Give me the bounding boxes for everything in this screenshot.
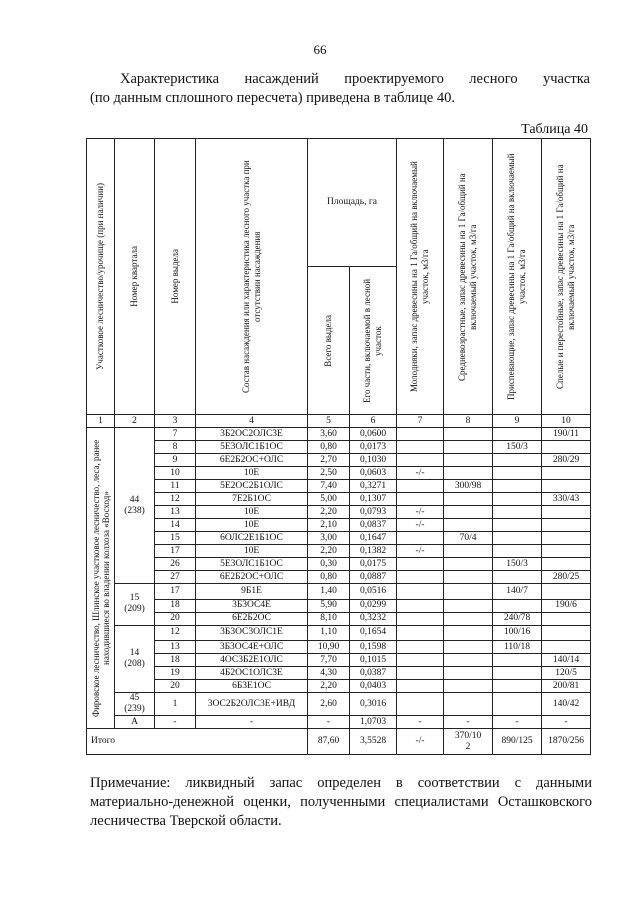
included-area-cell: 0,1647 <box>350 532 397 545</box>
mature-cell <box>542 467 591 480</box>
mature-cell <box>542 480 591 493</box>
total-row <box>87 729 591 755</box>
middle-age-cell: - <box>444 716 493 729</box>
plot-number-cell: 15 <box>155 532 196 545</box>
maturing-cell: 110/18 <box>493 641 542 654</box>
young-stock-cell: -/- <box>397 519 444 532</box>
page-number: 66 <box>313 42 327 57</box>
included-area-cell: 0,1307 <box>350 493 397 506</box>
plot-number-cell: 20 <box>155 680 196 693</box>
quarter-cell: 45 (239) <box>115 693 155 716</box>
middle-age-cell <box>444 625 493 641</box>
middle-age-cell <box>444 667 493 680</box>
header-col6: Его части, включаемой в лесной участок <box>350 267 397 415</box>
table-row <box>87 532 591 545</box>
column-number-cell: 7 <box>397 415 444 428</box>
total-area-cell: 1,10 <box>308 625 350 641</box>
composition-cell: 3Б3ОС4Е+ОЛС <box>196 641 308 654</box>
total-area-cell: 2,10 <box>308 519 350 532</box>
middle-age-cell <box>444 654 493 667</box>
table-row <box>87 454 591 467</box>
included-area-cell: 0,3271 <box>350 480 397 493</box>
mature-sum: 1870/256 <box>542 729 591 755</box>
total-label-cell: Итого <box>87 729 308 755</box>
total-area-cell: 2,20 <box>308 545 350 558</box>
intro-line-1 <box>90 70 590 89</box>
middle-age-cell <box>444 612 493 625</box>
maturing-cell: - <box>493 716 542 729</box>
total-area-cell: 3,00 <box>308 532 350 545</box>
included-area-cell: 0,0175 <box>350 558 397 571</box>
young-stock-cell <box>397 454 444 467</box>
composition-cell: 5Е2ОС2Б1ОЛС <box>196 480 308 493</box>
maturing-cell <box>493 680 542 693</box>
table-row <box>87 441 591 454</box>
composition-cell: 3ОС2Б2ОЛС3Е+ИВД <box>196 693 308 716</box>
table-row <box>87 571 591 584</box>
table-caption: Таблица 40 <box>521 122 588 137</box>
column-number-cell: 5 <box>308 415 350 428</box>
column-number-cell: 1 <box>87 415 115 428</box>
plot-number-cell: 12 <box>155 493 196 506</box>
mature-cell <box>542 441 591 454</box>
table-row <box>87 545 591 558</box>
mature-cell: 140/42 <box>542 693 591 716</box>
table-row <box>87 480 591 493</box>
composition-cell: 10Е <box>196 506 308 519</box>
intro-word: Характеристика <box>120 71 220 87</box>
column-number-cell: 4 <box>196 415 308 428</box>
included-area-cell: 0,0403 <box>350 680 397 693</box>
table-row <box>87 716 591 729</box>
plot-number-cell: 13 <box>155 506 196 519</box>
middle-age-cell <box>444 545 493 558</box>
young-stock-cell: -/- <box>397 467 444 480</box>
header-col1: Участковое лесничество/урочище (при наличии) <box>87 139 115 415</box>
mature-cell: 120/5 <box>542 667 591 680</box>
mature-cell: 280/25 <box>542 571 591 584</box>
header-area: Площадь, га <box>308 139 397 267</box>
header-col10: Спелые и перестойные, запас древесины на 1 Га/общий на включаемый участок, м3/га <box>542 139 591 415</box>
plot-number-cell: - <box>155 716 196 729</box>
table-row <box>87 428 591 441</box>
maturing-cell: 150/3 <box>493 558 542 571</box>
young-stock-cell: - <box>397 716 444 729</box>
plot-number-cell: 17 <box>155 584 196 600</box>
composition-cell: 3Б3ОС3ОЛС1Е <box>196 625 308 641</box>
maturing-cell <box>493 480 542 493</box>
intro-line-2: (по данным сплошного пересчета) приведена в таблице 40. <box>90 90 455 106</box>
plantation-table <box>86 138 591 755</box>
total-area-cell: 2,50 <box>308 467 350 480</box>
maturing-cell <box>493 532 542 545</box>
table-row <box>87 625 591 641</box>
total-area-cell: 0,80 <box>308 571 350 584</box>
middle-age-cell <box>444 493 493 506</box>
middle-age-cell <box>444 599 493 612</box>
young-stock-cell <box>397 532 444 545</box>
total-area-cell: - <box>308 716 350 729</box>
young-stock-cell <box>397 571 444 584</box>
maturing-cell: 150/3 <box>493 441 542 454</box>
middle-age-cell <box>444 428 493 441</box>
intro-word: проектируемого <box>344 71 444 87</box>
maturing-cell: 240/78 <box>493 612 542 625</box>
total-area-cell: 2,70 <box>308 454 350 467</box>
maturing-cell <box>493 493 542 506</box>
middle-age-cell <box>444 571 493 584</box>
middle-age-cell <box>444 584 493 600</box>
maturing-cell: 100/16 <box>493 625 542 641</box>
column-number-cell: 10 <box>542 415 591 428</box>
young-stock-cell <box>397 667 444 680</box>
composition-cell: 3Б3ОС4Е <box>196 599 308 612</box>
header-col8: Средневозрастные, запас древесины на 1 Га/общий на включаемый участок, м3/га <box>444 139 493 415</box>
composition-cell: 5Е3ОЛС1Б1ОС <box>196 558 308 571</box>
table-row <box>87 667 591 680</box>
composition-cell: 4ОС3Б2Е1ОЛС <box>196 654 308 667</box>
included-area-cell: 0,3016 <box>350 693 397 716</box>
middle-age-cell <box>444 441 493 454</box>
mature-cell <box>542 584 591 600</box>
header-col3: Номер выдела <box>155 139 196 415</box>
total-area-cell: 7,70 <box>308 654 350 667</box>
plot-number-cell: 13 <box>155 641 196 654</box>
column-number-cell: 6 <box>350 415 397 428</box>
table-row <box>87 506 591 519</box>
mature-cell <box>542 625 591 641</box>
column-number-cell: 3 <box>155 415 196 428</box>
included-area-cell: 0,1598 <box>350 641 397 654</box>
mature-cell <box>542 519 591 532</box>
maturing-cell <box>493 654 542 667</box>
plot-number-cell: 11 <box>155 480 196 493</box>
young-stock-cell <box>397 693 444 716</box>
included-area-sum: 3,5528 <box>350 729 397 755</box>
maturing-cell <box>493 667 542 680</box>
header-col4: Состав насаждения или характеристика лесного участка при отсутствии насаждения <box>196 139 308 415</box>
mature-cell: 330/43 <box>542 493 591 506</box>
plot-number-cell: 27 <box>155 571 196 584</box>
total-area-cell: 3,60 <box>308 428 350 441</box>
table-row <box>87 599 591 612</box>
young-stock-cell <box>397 428 444 441</box>
composition-cell: 4Б2ОС1ОЛС3Е <box>196 667 308 680</box>
plot-number-cell: 20 <box>155 612 196 625</box>
plot-number-cell: 18 <box>155 654 196 667</box>
young-stock-cell <box>397 625 444 641</box>
middle-age-cell <box>444 467 493 480</box>
total-area-sum: 87,60 <box>308 729 350 755</box>
included-area-cell: 0,0173 <box>350 441 397 454</box>
included-area-cell: 0,0299 <box>350 599 397 612</box>
column-number-cell: 9 <box>493 415 542 428</box>
maturing-cell <box>493 428 542 441</box>
composition-cell: 5Е3ОЛС1Б1ОС <box>196 441 308 454</box>
maturing-cell <box>493 467 542 480</box>
forestry-label: Фировское лесничество, Шлинское участковое лесничество, леса, ранее находившиеся во владении колхоза «Восход» <box>90 439 111 717</box>
table-row <box>87 467 591 480</box>
table-row <box>87 558 591 571</box>
young-stock-cell <box>397 480 444 493</box>
mature-cell: 140/14 <box>542 654 591 667</box>
composition-cell: 10Е <box>196 545 308 558</box>
total-area-cell: 10,90 <box>308 641 350 654</box>
young-stock-cell <box>397 612 444 625</box>
young-stock-cell <box>397 558 444 571</box>
column-numbers-row <box>87 415 591 428</box>
maturing-cell <box>493 454 542 467</box>
table-row <box>87 612 591 625</box>
plot-number-cell: 12 <box>155 625 196 641</box>
composition-cell: 9Б1Е <box>196 584 308 600</box>
maturing-cell <box>493 599 542 612</box>
composition-cell: 10Е <box>196 519 308 532</box>
mature-cell <box>542 532 591 545</box>
young-stock-cell <box>397 641 444 654</box>
composition-cell: - <box>196 716 308 729</box>
included-area-cell: 0,0887 <box>350 571 397 584</box>
young-stock-cell <box>397 441 444 454</box>
total-area-cell: 2,60 <box>308 693 350 716</box>
young-stock-cell <box>397 680 444 693</box>
table-row <box>87 519 591 532</box>
middle-age-sum: 370/10 2 <box>444 729 493 755</box>
plot-number-cell: 17 <box>155 545 196 558</box>
plot-number-cell: 9 <box>155 454 196 467</box>
young-stock-cell <box>397 493 444 506</box>
included-area-cell: 0,0516 <box>350 584 397 600</box>
quarter-cell: 15 (209) <box>115 584 155 626</box>
intro-paragraph <box>90 70 590 108</box>
table-row <box>87 680 591 693</box>
composition-cell: 6Е2Б2ОС+ОЛС <box>196 571 308 584</box>
mature-cell: 190/11 <box>542 428 591 441</box>
young-stock-cell <box>397 584 444 600</box>
included-area-cell: 0,3232 <box>350 612 397 625</box>
composition-cell: 3Б2ОС2ОЛС3Е <box>196 428 308 441</box>
table-row <box>87 693 591 716</box>
intro-word: насаждений <box>244 71 319 87</box>
mature-cell <box>542 641 591 654</box>
total-area-cell: 7,40 <box>308 480 350 493</box>
maturing-cell <box>493 571 542 584</box>
young-stock-sum: -/- <box>397 729 444 755</box>
note-paragraph: Примечание: ликвидный запас определен в соответствии с данными материально-денежной оценки, полученными специалистами Осташковского лесничества Тверской области. <box>90 775 592 829</box>
maturing-sum: 890/125 <box>493 729 542 755</box>
total-area-cell: 8,10 <box>308 612 350 625</box>
maturing-cell <box>493 519 542 532</box>
middle-age-cell: 70/4 <box>444 532 493 545</box>
maturing-cell <box>493 545 542 558</box>
header-col9: Приспевающие, запас древесины на 1 Га/общий на включаемый участок, м3/га <box>493 139 542 415</box>
included-area-cell: 0,0387 <box>350 667 397 680</box>
header-col7: Молодняки, запас древесины на 1 Га/общий на включаемый участок, м3/га <box>397 139 444 415</box>
forestry-cell <box>87 428 115 729</box>
table-row <box>87 654 591 667</box>
included-area-cell: 0,1030 <box>350 454 397 467</box>
maturing-cell <box>493 506 542 519</box>
plot-number-cell: 14 <box>155 519 196 532</box>
mature-cell <box>542 506 591 519</box>
total-area-cell: 0,80 <box>308 441 350 454</box>
included-area-cell: 0,1382 <box>350 545 397 558</box>
plot-number-cell: 8 <box>155 441 196 454</box>
middle-age-cell: 300/98 <box>444 480 493 493</box>
total-area-cell: 0,30 <box>308 558 350 571</box>
composition-cell: 6Б3Е1ОС <box>196 680 308 693</box>
header-col5: Всего выдела <box>308 267 350 415</box>
composition-cell: 6Е2Б2ОС <box>196 612 308 625</box>
plot-number-cell: 18 <box>155 599 196 612</box>
young-stock-cell: -/- <box>397 506 444 519</box>
total-area-cell: 5,00 <box>308 493 350 506</box>
total-area-cell: 1,40 <box>308 584 350 600</box>
mature-cell: - <box>542 716 591 729</box>
maturing-cell: 140/7 <box>493 584 542 600</box>
included-area-cell: 0,1015 <box>350 654 397 667</box>
young-stock-cell <box>397 599 444 612</box>
middle-age-cell <box>444 641 493 654</box>
total-area-cell: 5,90 <box>308 599 350 612</box>
plot-number-cell: 19 <box>155 667 196 680</box>
table-row <box>87 641 591 654</box>
quarter-cell: 14 (208) <box>115 625 155 693</box>
middle-age-cell <box>444 454 493 467</box>
middle-age-cell <box>444 519 493 532</box>
plot-number-cell: 26 <box>155 558 196 571</box>
included-area-cell: 0,0837 <box>350 519 397 532</box>
intro-word: участка <box>542 71 590 87</box>
column-number-cell: 8 <box>444 415 493 428</box>
header-col2: Номер квартала <box>115 139 155 415</box>
total-area-cell: 2,20 <box>308 680 350 693</box>
composition-cell: 6Е2Б2ОС+ОЛС <box>196 454 308 467</box>
maturing-cell <box>493 693 542 716</box>
total-area-cell: 2,20 <box>308 506 350 519</box>
mature-cell <box>542 612 591 625</box>
mature-cell: 200/81 <box>542 680 591 693</box>
composition-cell: 6ОЛС2Е1Б1ОС <box>196 532 308 545</box>
young-stock-cell: -/- <box>397 545 444 558</box>
mature-cell: 190/6 <box>542 599 591 612</box>
middle-age-cell <box>444 558 493 571</box>
composition-cell: 10Е <box>196 467 308 480</box>
young-stock-cell <box>397 654 444 667</box>
middle-age-cell <box>444 693 493 716</box>
table-row <box>87 493 591 506</box>
composition-cell: 7Е2Б1ОС <box>196 493 308 506</box>
plot-number-cell: 7 <box>155 428 196 441</box>
quarter-cell: 44 (238) <box>115 428 155 584</box>
mature-cell: 280/29 <box>542 454 591 467</box>
mature-cell <box>542 558 591 571</box>
intro-word: лесного <box>469 71 518 87</box>
plot-number-cell: 10 <box>155 467 196 480</box>
included-area-cell: 0,0793 <box>350 506 397 519</box>
quarter-cell: А <box>115 716 155 729</box>
middle-age-cell <box>444 506 493 519</box>
total-area-cell: 4,30 <box>308 667 350 680</box>
middle-age-cell <box>444 680 493 693</box>
column-number-cell: 2 <box>115 415 155 428</box>
included-area-cell: 1,0703 <box>350 716 397 729</box>
plot-number-cell: 1 <box>155 693 196 716</box>
included-area-cell: 0,0600 <box>350 428 397 441</box>
table-row <box>87 584 591 600</box>
included-area-cell: 0,0603 <box>350 467 397 480</box>
mature-cell <box>542 545 591 558</box>
included-area-cell: 0,1654 <box>350 625 397 641</box>
